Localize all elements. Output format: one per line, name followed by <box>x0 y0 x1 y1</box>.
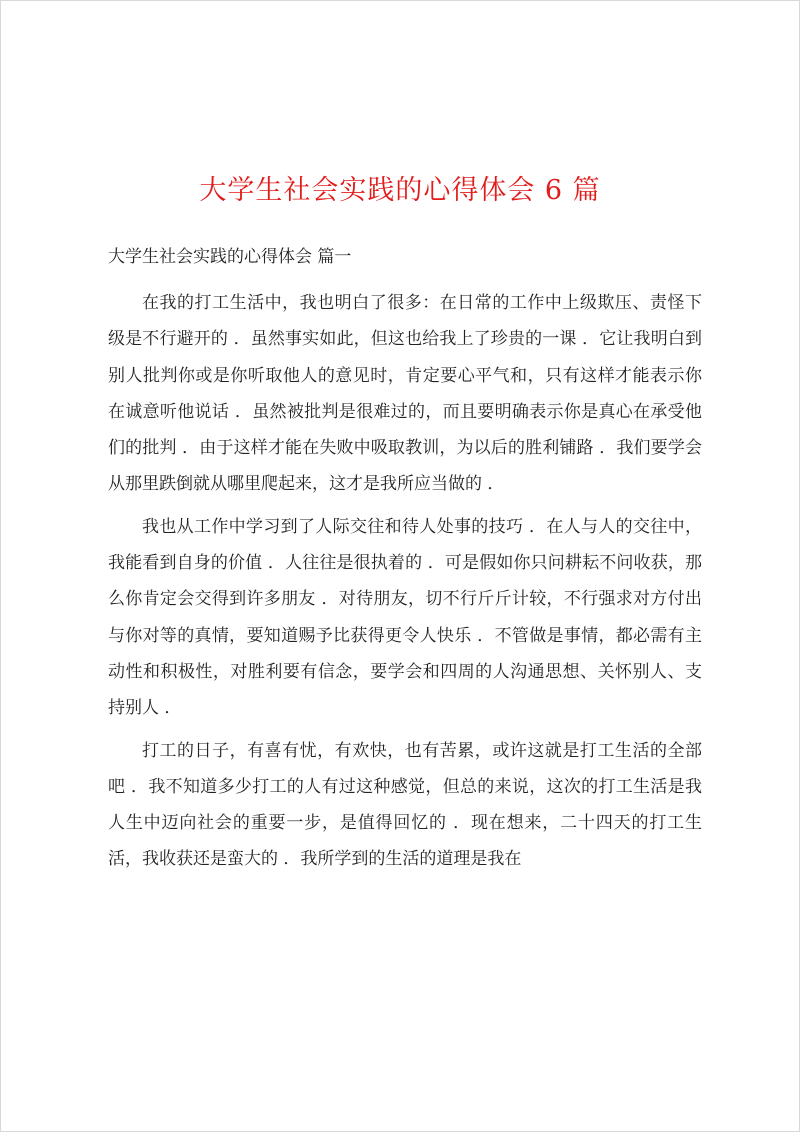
paragraph: 在我的打工生活中，我也明白了很多：在日常的工作中上级欺压、责怪下级是不行避开的 ．虽然事实如此，但这也给我上了珍贵的一课 ．它让我明白到别人批判你或是你听取他人的意见时，肯定要心平气和，只有这样才能表示你在诚意听他说话 ．虽然被批判是很难过的，而且要明确表示你是真心在承受他们的批判 ．由于这样才能在失败中吸取教训，为以后的胜利铺路 ．我们要学会从那里跌倒就从哪里爬起来，这才是我所应当做的 ． <box>108 293 702 495</box>
document-body <box>108 285 702 884</box>
paragraph: 打工的日子，有喜有忧，有欢快，也有苦累，或许这就是打工生活的全部吧 ．我不知道多少打工的人有过这种感觉，但总的来说，这次的打工生活是我人生中迈向社会的重要一步，是值得回忆的 ．现在想来，二十四天的打工生活，我收获还是蛮大的 ．我所学到的生活的道理是我在 <box>108 740 702 870</box>
document-title: 大学生社会实践的心得体会 6 篇 <box>199 175 601 206</box>
paragraph: 我也从工作中学习到了人际交往和待人处事的技巧 ．在人与人的交往中，我能看到自身的价值 ．人往往是很执着的 ．可是假如你只问耕耘不问收获，那么你肯定会交得到许多朋友 ．对待朋友，切不行斤斤计较，不行强求对方付出与你对等的真情，要知道赐予比获得更令人快乐 ．不管做是事情，都必需有主动性和积极性，对胜利要有信念，要学会和四周的人沟通思想、关怀别人、支持别人 ． <box>108 516 702 719</box>
section-heading: 大学生社会实践的心得体会 篇一 <box>108 247 352 267</box>
